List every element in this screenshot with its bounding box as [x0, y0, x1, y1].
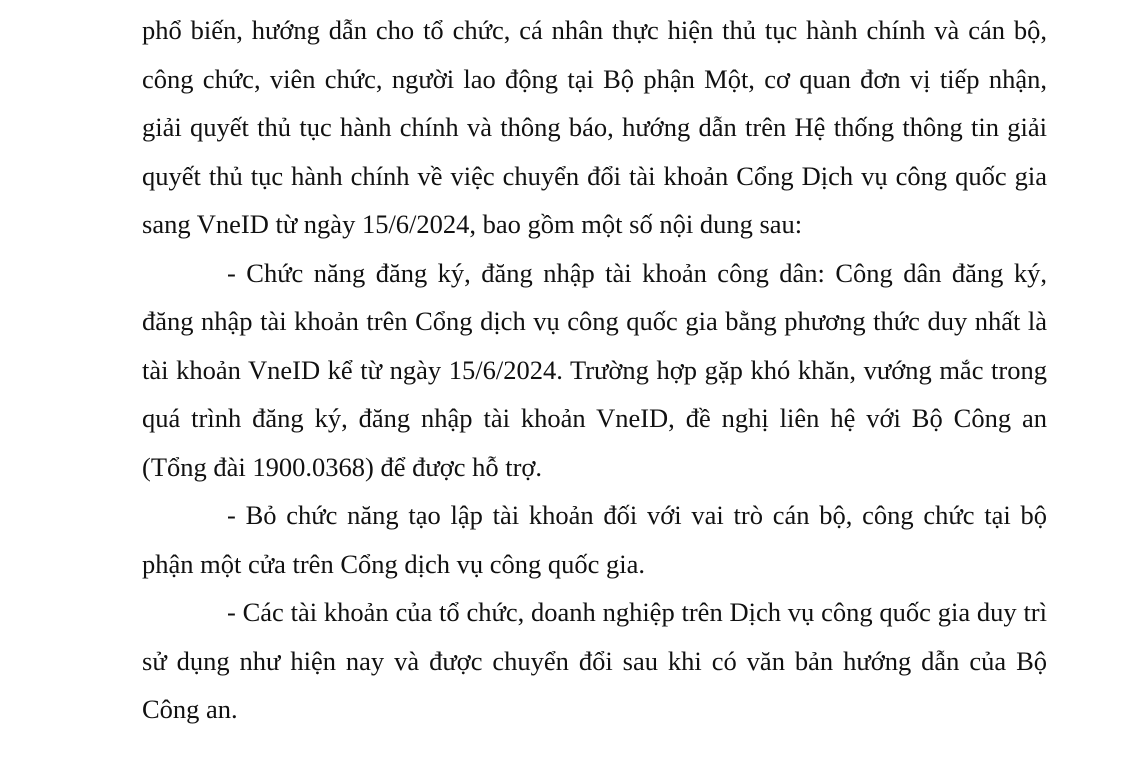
paragraph-business-accounts: - Các tài khoản của tổ chức, doanh nghiệp trên Dịch vụ công quốc gia duy trì sử dụng như hiện nay và được chuyển đổi sau khi có văn bản hướng dẫn của Bộ Công an. [142, 597, 1047, 724]
paragraph-intro: phổ biến, hướng dẫn cho tổ chức, cá nhân thực hiện thủ tục hành chính và cán bộ, công chức, viên chức, người lao động tại Bộ phận Một, cơ quan đơn vị tiếp nhận, giải quyết thủ tục hành chính và thông báo, hướng dẫn trên Hệ thống thông tin giải quyết thủ tục hành chính về việc chuyển đổi tài khoản Cổng Dịch vụ công quốc gia sang VneID từ ngày 15/6/2024, bao gồm một số nội dung sau: [142, 15, 1047, 239]
paragraph-citizen-accounts: - Chức năng đăng ký, đăng nhập tài khoản công dân: Công dân đăng ký, đăng nhập tài khoản trên Cổng dịch vụ công quốc gia bằng phương thức duy nhất là tài khoản VneID kể từ ngày 15/6/2024. Trường hợp gặp khó khăn, vướng mắc trong quá trình đăng ký, đăng nhập tài khoản VneID, đề nghị liên hệ với Bộ Công an (Tổng đài 1900.0368) để được hỗ trợ. [142, 257, 1047, 482]
document-body [142, 6, 1047, 734]
paragraph-officer-accounts: - Bỏ chức năng tạo lập tài khoản đối với vai trò cán bộ, công chức tại bộ phận một cửa trên Cổng dịch vụ công quốc gia. [142, 500, 1047, 579]
